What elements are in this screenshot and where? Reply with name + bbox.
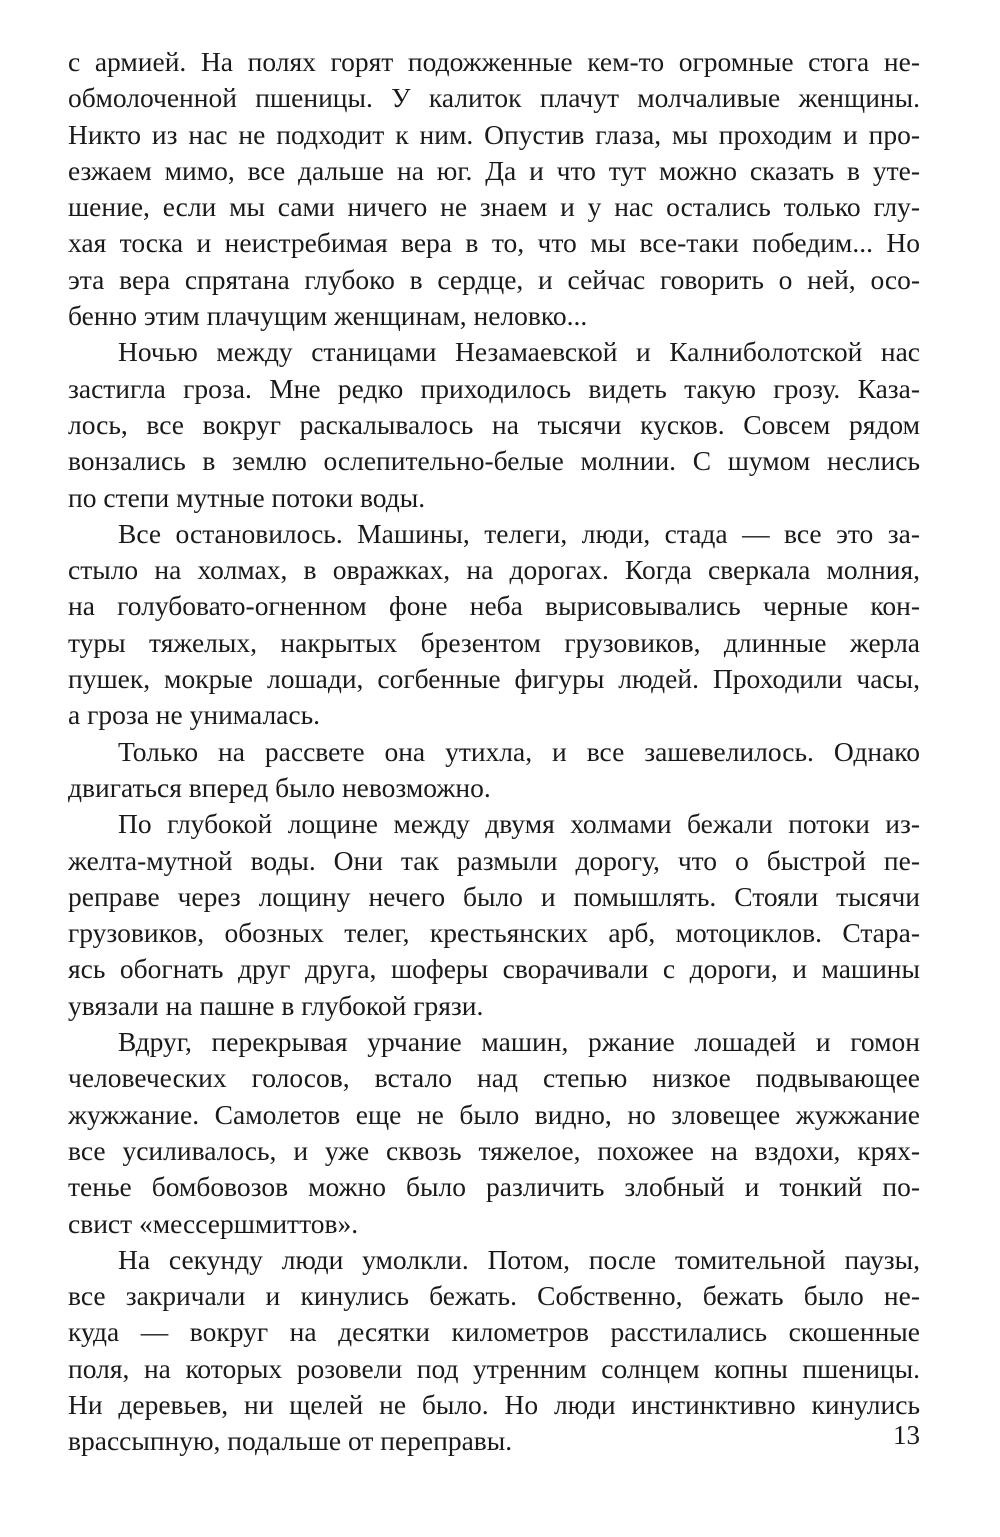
paragraph xyxy=(68,806,920,1024)
text-line: жужжание. Самолетов еще не было видно, но зловещее жужжание xyxy=(68,1098,920,1130)
text-line: лось, все вокруг раскалывалось на тысячи кусков. Совсем рядом xyxy=(68,408,920,440)
text-line: вонзались в землю ослепительно-белые молнии. С шумом неслись xyxy=(68,445,920,477)
text-line: а гроза не унималась. xyxy=(68,699,320,731)
text-line: двигаться вперед было невозможно. xyxy=(68,771,491,803)
text-line: хая тоска и неистребимая вера в то, что мы все-таки победим... Но xyxy=(68,227,920,259)
text-line: реправе через лощину нечего было и помышлять. Стояли тысячи xyxy=(68,880,920,912)
text-line: все закричали и кинулись бежать. Собственно, бежать было не- xyxy=(68,1280,920,1312)
paragraph xyxy=(68,516,920,734)
text-line: куда — вокруг на десятки километров расстилались скошенные xyxy=(68,1316,920,1348)
text-line: на голубовато-огненном фоне неба вырисовывались черные кон- xyxy=(68,590,920,622)
text-line: все усиливалось, и уже сквозь тяжелое, похожее на вздохи, крях- xyxy=(68,1134,920,1166)
text-line: шение, если мы сами ничего не знаем и у нас остались только глу- xyxy=(68,191,920,223)
text-line: обмолоченной пшеницы. У калиток плачут молчаливые женщины. xyxy=(68,82,920,114)
body-text xyxy=(68,44,920,1460)
text-line: Только на рассвете она утихла, и все зашевелилось. Однако xyxy=(118,735,920,767)
text-line: эта вера спрятана глубоко в сердце, и сейчас говорить о ней, осо- xyxy=(68,263,920,295)
paragraph xyxy=(68,1242,920,1460)
text-line: Все остановилось. Машины, телеги, люди, стада — все это за- xyxy=(118,517,920,549)
text-line: поля, на которых розовели под утренним солнцем копны пшеницы. xyxy=(68,1352,920,1384)
text-line: желта-мутной воды. Они так размыли дорогу, что о быстрой пе- xyxy=(68,844,920,876)
page-number: 13 xyxy=(893,1420,920,1450)
text-line: по степи мутные потоки воды. xyxy=(68,481,426,513)
text-line: врассыпную, подальше от переправы. xyxy=(68,1425,513,1457)
paragraph xyxy=(68,334,920,515)
text-line: бенно этим плачущим женщинам, неловко... xyxy=(68,300,588,332)
text-line: увязали на пашне в глубокой грязи. xyxy=(68,989,484,1021)
paragraph xyxy=(68,44,920,334)
text-line: Ни деревьев, ни щелей не было. Но люди инстинктивно кинулись xyxy=(68,1388,920,1420)
text-line: езжаем мимо, все дальше на юг. Да и что тут можно сказать в уте- xyxy=(68,154,920,186)
text-line: свист «мессершмиттов». xyxy=(68,1207,359,1239)
text-line: туры тяжелых, накрытых брезентом грузовиков, длинные жерла xyxy=(68,626,920,658)
text-line: ясь обогнать друг друга, шоферы сворачивали с дороги, и машины xyxy=(68,953,920,985)
text-line: стыло на холмах, в овражках, на дорогах. Когда сверкала молния, xyxy=(68,554,920,586)
text-line: пушек, мокрые лошади, согбенные фигуры людей. Проходили часы, xyxy=(68,663,920,695)
text-line: с армией. На полях горят подожженные кем-то огромные стога не- xyxy=(68,46,920,77)
text-line: Ночью между станицами Незамаевской и Калниболотской нас xyxy=(118,336,920,368)
text-line: На секунду люди умолкли. Потом, после томительной паузы, xyxy=(118,1243,920,1275)
text-line: застигла гроза. Мне редко приходилось видеть такую грозу. Каза- xyxy=(68,372,920,404)
paragraph xyxy=(68,1024,920,1242)
text-line: Никто из нас не подходит к ним. Опустив глаза, мы проходим и про- xyxy=(68,118,920,150)
paragraph xyxy=(68,734,920,807)
text-line: тенье бомбовозов можно было различить злобный и тонкий по- xyxy=(68,1171,920,1203)
text-line: По глубокой лощине между двумя холмами бежали потоки из- xyxy=(118,808,920,840)
text-line: человеческих голосов, встало над степью низкое подвывающее xyxy=(68,1062,920,1094)
text-line: грузовиков, обозных телег, крестьянских арб, мотоциклов. Стара- xyxy=(68,917,920,949)
text-line: Вдруг, перекрывая урчание машин, ржание лошадей и гомон xyxy=(118,1026,920,1058)
